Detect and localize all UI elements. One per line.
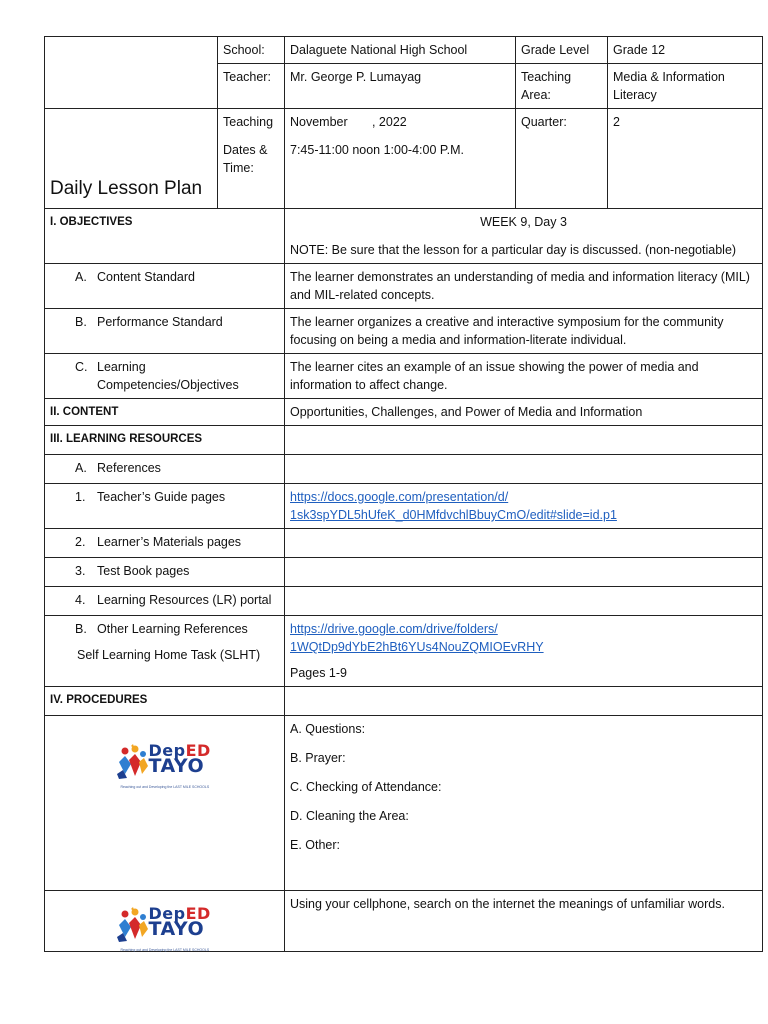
deped-wordmark-ed: ED <box>185 741 211 760</box>
test-book-number: 3. <box>75 564 86 578</box>
deped-wordmark: DepED <box>148 741 211 760</box>
teacher-value: Mr. George P. Lumayag <box>285 64 516 109</box>
performance-standard-text: The learner organizes a creative and interactive symposium for the community focusing on being a media and information-literate individual. <box>285 309 763 354</box>
teachers-guide-number: 1. <box>75 490 86 504</box>
resources-heading-blank <box>285 426 763 455</box>
procedure-item: E. Other: <box>290 838 341 852</box>
dates-label-line2: Dates & Time: <box>223 143 268 175</box>
blank-header-cell <box>45 37 218 109</box>
learners-materials-number: 2. <box>75 535 86 549</box>
other-references-cell <box>285 616 763 687</box>
competencies-title-1: Learning <box>97 360 146 374</box>
lesson-plan-document <box>44 36 762 952</box>
quarter-value: 2 <box>608 109 763 209</box>
drive-folder-link[interactable] <box>290 622 544 654</box>
slht-pages: Pages 1-9 <box>290 666 347 680</box>
teachers-guide-link-line2: 1sk3spYDL5hUfeK_d0HMfdvchlBbuyCmO/edit#slide=id.p1 <box>290 508 617 522</box>
procedure-item: A. Questions: <box>290 722 366 736</box>
deped-tayo-logo <box>115 741 215 789</box>
content-standard-letter: A. <box>75 270 87 284</box>
procedures-items-cell <box>285 716 763 891</box>
content-standard-text: The learner demonstrates an understanding of media and information literacy (MIL) and MIL-related concepts. <box>285 264 763 309</box>
resources-heading: III. LEARNING RESOURCES <box>45 426 285 455</box>
content-heading: II. CONTENT <box>45 399 285 426</box>
references-label <box>45 455 285 484</box>
test-book-title: Test Book pages <box>97 564 190 578</box>
lesson-plan-table <box>44 36 763 952</box>
lr-portal-label <box>45 587 285 616</box>
procedure-item: D. Cleaning the Area: <box>290 809 409 823</box>
teachers-guide-link-line1: https://docs.google.com/presentation/d/ <box>290 490 509 504</box>
performance-standard-title: Performance Standard <box>97 315 223 329</box>
teachers-guide-title: Teacher’s Guide pages <box>97 490 226 504</box>
teachers-guide-link[interactable] <box>290 490 617 522</box>
test-book-label <box>45 558 285 587</box>
lr-portal-number: 4. <box>75 593 86 607</box>
procedures-heading-blank <box>285 687 763 716</box>
tayo-wordmark: TAYO <box>148 755 205 777</box>
competencies-title-2: Competencies/Objectives <box>97 378 239 392</box>
performance-standard-letter: B. <box>75 315 87 329</box>
other-references-row <box>50 620 279 638</box>
learners-materials-label <box>45 529 285 558</box>
drive-link-line1: https://drive.google.com/drive/folders/ <box>290 622 498 636</box>
learners-materials-blank <box>285 529 763 558</box>
content-standard-title: Content Standard <box>97 270 195 284</box>
dates-value-line1: November , 2022 <box>290 115 407 129</box>
test-book-blank <box>285 558 763 587</box>
competencies-text: The learner cites an example of an issue showing the power of media and information to affect change. <box>285 354 763 399</box>
children-figures-icon <box>115 744 149 780</box>
dates-value <box>285 109 516 209</box>
objectives-note: NOTE: Be sure that the lesson for a particular day is discussed. (non-negotiable) <box>290 243 737 257</box>
page-title: Daily Lesson Plan <box>50 178 203 199</box>
learners-materials-title: Learner’s Materials pages <box>97 535 242 549</box>
procedures-logo-cell <box>45 716 285 891</box>
grade-label: Grade Level <box>516 37 608 64</box>
competencies-label <box>45 354 285 399</box>
grade-value: Grade 12 <box>608 37 763 64</box>
school-label: School: <box>218 37 285 64</box>
logo-tagline: Reaching out and Developing the LAST MILE SCHOOLS <box>120 948 210 952</box>
teacher-label: Teacher: <box>218 64 285 109</box>
objectives-heading: I. OBJECTIVES <box>45 209 285 264</box>
dates-label <box>218 109 285 209</box>
competencies-letter: C. <box>75 360 88 374</box>
activity-text: Using your cellphone, search on the internet the meanings of unfamiliar words. <box>285 891 763 952</box>
content-standard-label <box>45 264 285 309</box>
references-blank <box>285 455 763 484</box>
lr-portal-title: Learning Resources (LR) portal <box>97 593 272 607</box>
dates-value-line2: 7:45-11:00 noon 1:00-4:00 P.M. <box>290 143 464 157</box>
performance-standard-label <box>45 309 285 354</box>
area-value: Media & Information Literacy <box>608 64 763 109</box>
procedures-heading: IV. PROCEDURES <box>45 687 285 716</box>
area-label: Teaching Area: <box>516 64 608 109</box>
other-references-letter: B. <box>75 622 87 636</box>
objectives-week-cell <box>285 209 763 264</box>
procedure-item: B. Prayer: <box>290 751 346 765</box>
quarter-label: Quarter: <box>516 109 608 209</box>
drive-link-line2: 1WQtDp9dYbE2hBt6YUs4NouZQMIOEvRHY <box>290 640 544 654</box>
deped-tayo-logo <box>115 904 215 952</box>
content-text: Opportunities, Challenges, and Power of Media and Information <box>285 399 763 426</box>
title-cell <box>45 109 218 209</box>
children-figures-icon <box>115 907 149 943</box>
references-letter: A. <box>75 461 87 475</box>
deped-wordmark-ed: ED <box>185 904 211 923</box>
tayo-wordmark: TAYO <box>148 918 205 940</box>
teachers-guide-link-cell <box>285 484 763 529</box>
activity-logo-cell <box>45 891 285 952</box>
lr-portal-blank <box>285 587 763 616</box>
other-references-title: Other Learning References <box>97 622 248 636</box>
references-title: References <box>97 461 161 475</box>
deped-wordmark: DepED <box>148 904 211 923</box>
school-value: Dalaguete National High School <box>285 37 516 64</box>
week-label: WEEK 9, Day 3 <box>480 215 567 229</box>
logo-tagline: Reaching out and Developing the LAST MILE SCHOOLS <box>120 785 210 789</box>
procedure-item: C. Checking of Attendance: <box>290 780 442 794</box>
other-references-label <box>45 616 285 687</box>
dates-label-line1: Teaching <box>223 115 274 129</box>
teachers-guide-label <box>45 484 285 529</box>
slht-label: Self Learning Home Task (SLHT) <box>77 648 261 662</box>
